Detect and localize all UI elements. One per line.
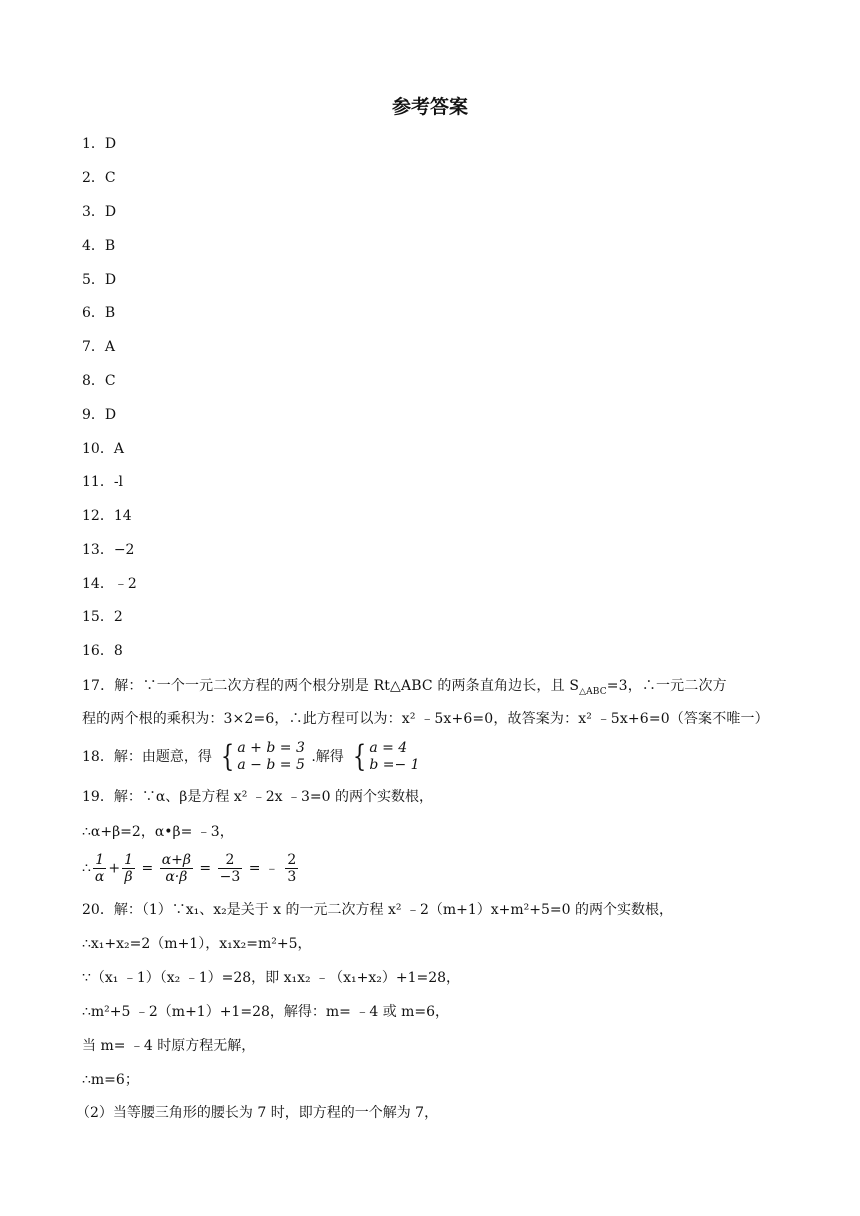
q19-line-3 xyxy=(82,852,300,885)
fraction-denominator: α·β xyxy=(165,869,188,885)
fraction-denominator: −3 xyxy=(219,869,241,885)
fraction xyxy=(93,852,106,885)
q19-line-1: 19．解：∵α、β是方程 x² ﹣2x ﹣3=0 的两个实数根， xyxy=(82,789,434,805)
equals-minus: = ﹣ xyxy=(248,860,279,877)
answer-13: 13．−2 xyxy=(82,542,135,558)
page-title: 参考答案 xyxy=(391,96,468,118)
fraction-denominator: α xyxy=(94,869,105,885)
answer-7: 7．A xyxy=(82,339,116,355)
plus-sign: + xyxy=(108,860,121,877)
answer-2: 2．C xyxy=(82,170,116,186)
brace-icon: { xyxy=(353,739,367,774)
equation-system-1 xyxy=(218,740,305,774)
system-row: a = 4 xyxy=(369,740,408,756)
q20-line-6: ∴m=6； xyxy=(82,1072,139,1088)
answer-15: 15．2 xyxy=(82,609,123,625)
answer-1: 1．D xyxy=(82,136,117,152)
fraction xyxy=(160,852,193,885)
q17-subscript: △ABC xyxy=(579,686,607,697)
q19-line-2: ∴α+β=2，α•β= ﹣3， xyxy=(82,824,234,840)
q20-line-2: ∴x₁+x₂=2（m+1），x₁x₂=m²+5， xyxy=(82,936,312,952)
q20-line-1: 20．解：（1）∵x₁、x₂是关于 x 的一元二次方程 x² ﹣2（m+1）x+m²+5=0 的两个实数根， xyxy=(82,902,673,918)
system-row: b =− 1 xyxy=(369,757,420,773)
answer-14: 14．﹣2 xyxy=(82,576,137,592)
q20-line-3: ∵（x₁ ﹣1）（x₂ ﹣1）=28，即 x₁x₂ ﹣（x₁+x₂）+1=28， xyxy=(82,970,461,986)
answer-9: 9．D xyxy=(82,407,117,423)
system-row: a + b = 3 xyxy=(237,740,305,756)
q17-line-1 xyxy=(82,676,727,702)
q17-line-2: 程的两个根的乘积为：3×2=6，∴此方程可以为：x² ﹣5x+6=0，故答案为：x² ﹣5x+6=0（答案不唯一） xyxy=(82,711,769,727)
fraction-numerator: 2 xyxy=(218,852,243,869)
answer-3: 3．D xyxy=(82,204,117,220)
q17-text-a: 17．解：∵一个一元二次方程的两个根分别是 Rt△ABC 的两条直角边长，且 S xyxy=(82,678,580,694)
equation-system-2 xyxy=(350,740,419,774)
fraction-denominator: β xyxy=(124,869,133,885)
answer-8: 8．C xyxy=(82,373,116,389)
equals-sign: = xyxy=(199,860,212,877)
brace-icon: { xyxy=(221,739,235,774)
answer-5: 5．D xyxy=(82,272,117,288)
fraction xyxy=(122,852,135,885)
q18-line xyxy=(82,740,422,774)
therefore-symbol: ∴ xyxy=(82,860,91,877)
q20-line-7: （2）当等腰三角形的腰长为 7 时，即方程的一个解为 7， xyxy=(76,1105,439,1121)
q18-prefix: 18．解：由题意，得 xyxy=(82,749,212,765)
fraction-numerator: 1 xyxy=(124,852,134,868)
answer-16: 16．8 xyxy=(82,643,123,659)
q18-mid: .解得 xyxy=(311,749,344,765)
q20-line-4: ∴m²+5 ﹣2（m+1）+1=28，解得：m= ﹣4 或 m=6， xyxy=(82,1004,450,1020)
answer-10: 10．A xyxy=(82,441,124,457)
fraction-numerator: 1 xyxy=(93,852,106,869)
fraction xyxy=(218,852,243,885)
equals-sign: = xyxy=(141,860,154,877)
answer-4: 4．B xyxy=(82,238,116,254)
q20-line-5: 当 m= ﹣4 时原方程无解， xyxy=(82,1038,256,1054)
q17-text-b: =3，∴一元二次方 xyxy=(606,678,727,694)
fraction xyxy=(285,852,298,885)
answer-12: 12．14 xyxy=(82,508,132,524)
answer-6: 6．B xyxy=(82,305,116,321)
fraction-numerator: 2 xyxy=(287,852,297,868)
answer-11: 11．-l xyxy=(82,474,124,490)
fraction-denominator: 3 xyxy=(287,869,297,885)
system-row: a − b = 5 xyxy=(237,757,305,773)
fraction-numerator: α+β xyxy=(161,852,191,868)
